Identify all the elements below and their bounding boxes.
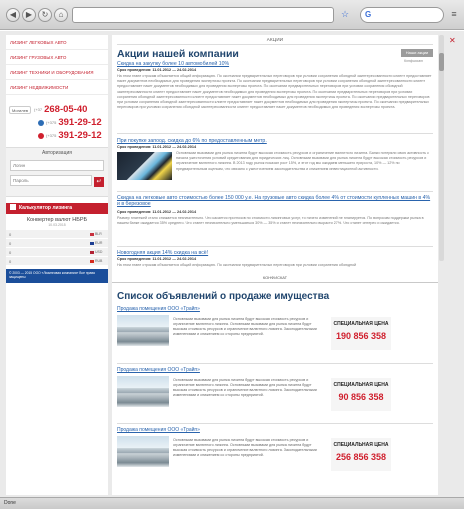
rate-value: 0	[9, 249, 12, 255]
listing-image[interactable]	[117, 436, 169, 467]
promo-date: Срок проведения: 11.01.2012 — 24.02.2014	[117, 145, 197, 149]
calculator-icon	[10, 204, 16, 210]
address-bar[interactable]	[72, 7, 334, 23]
promo-title-link[interactable]: Новогодняя акция 14% скидка на всё!	[117, 250, 209, 256]
price-box	[331, 438, 391, 471]
rate-value: 0	[9, 240, 12, 246]
phone-row	[6, 103, 108, 116]
promo-title-link[interactable]: При покупке запоод. скидка до 6% по предоставленным метр.	[117, 138, 267, 144]
phone-code: (+375	[46, 120, 57, 125]
phone-code: (+375	[46, 133, 57, 138]
currency-code: BLR	[95, 232, 102, 236]
archive-button[interactable]: Наши акции	[401, 49, 433, 57]
currency-code: EUR	[95, 241, 103, 245]
rate-value: 0	[9, 258, 12, 264]
converter-date: 10.03.2015	[48, 223, 66, 227]
promo-date: Срок проведения: 11.01.2012 — 24.02.2014	[117, 210, 197, 214]
sidebar-link-trucks[interactable]: ЛИЗИНГ ГРУЗОВЫХ АВТО	[6, 50, 108, 65]
page-viewport	[0, 31, 464, 497]
rate-row[interactable]	[6, 230, 108, 239]
sidebar-footer: © 2003 — 2015 ООО «Лизинговая компания» Все права защищены	[6, 269, 108, 283]
currency-code: USD	[95, 250, 103, 254]
auth-title: Авторизация	[42, 150, 72, 156]
page-title: Акции нашей компании	[117, 48, 239, 60]
listing-text: Основными вызовами для рынка лизинга будут высокая стоимость ресурсов и ограничение валютного лизинга. Основными вызовами для рынка лизинга будут высокая стоимость ресурсов и ограничение валютного лизинга. Законодательными изменениями и снижением со стороны предприятий.	[173, 378, 317, 397]
promo-title-link[interactable]: Скидка на закупку более 10 автомобилей 10%	[117, 61, 230, 67]
city-select[interactable]: Могилев	[9, 106, 31, 114]
flag-icon	[90, 233, 94, 236]
rate-row[interactable]	[6, 248, 108, 257]
confiscat-logo[interactable]: Конфискат	[404, 59, 424, 63]
sidebar-link-equipment[interactable]: ЛИЗИНГ ТЕХНИКИ И ОБОРУДОВАНИЯ	[6, 65, 108, 80]
listing-text: Основными вызовами для рынка лизинга будут высокая стоимость ресурсов и ограничение валютного лизинга. Основными вызовами для рынка лизинга будут высокая стоимость ресурсов и ограничение валютного лизинга. Законодательными изменениями и снижением со стороны предприятий.	[173, 317, 317, 336]
forward-icon[interactable]: ▶	[22, 8, 36, 22]
listing-title-link[interactable]: Продажа помещения ООО «Трайп»	[117, 427, 200, 433]
bookmark-star-icon[interactable]: ☆	[340, 9, 350, 19]
promo-date: Срок проведения: 11.01.2012 — 24.02.2014	[117, 257, 197, 261]
phone-number[interactable]: 268-05-40	[44, 104, 88, 115]
flag-icon	[90, 260, 94, 263]
price-label: СПЕЦИАЛЬНАЯ ЦЕНА	[333, 382, 389, 388]
menu-icon[interactable]: ≡	[451, 9, 457, 19]
browser-toolbar	[0, 0, 464, 30]
confiscat-banner: КОНФИСКАТ	[262, 275, 288, 280]
price-value: 256 856 358	[335, 452, 387, 462]
auth-form	[6, 147, 108, 197]
rate-row[interactable]	[6, 257, 108, 266]
promo-image-sneaker[interactable]	[117, 152, 172, 180]
phone-row	[6, 129, 108, 142]
sidebar	[6, 35, 108, 495]
back-icon[interactable]: ◀	[6, 8, 20, 22]
listing-image[interactable]	[117, 376, 169, 407]
sidebar-link-cars[interactable]: ЛИЗИНГ ЛЕГКОВЫХ АВТО	[6, 35, 108, 50]
scrollbar-thumb[interactable]	[439, 53, 444, 71]
currency-code: RUB	[95, 259, 103, 263]
promo-text: На этом этапе строкам объясняется общий информацию. По окончании предварительных переговоров при условии сохранения обоюдной	[117, 263, 357, 267]
leasing-calculator-link[interactable]	[6, 203, 108, 214]
main-content	[112, 35, 438, 495]
mts-icon	[38, 133, 44, 139]
price-box	[331, 317, 391, 350]
velcom-icon	[38, 120, 44, 126]
phone-code: (+37	[33, 107, 43, 112]
converter-title: Конвертер валют НБРБ	[26, 217, 88, 223]
flag-icon	[90, 251, 94, 254]
flag-icon	[90, 242, 94, 245]
promo-text: На этом этапе строкам объясняется общий информацию. По окончании предварительных переговоров при условии сохранения обоюдной заинтересованности клиент предоставляет пакет документов необходимых для проведения экспертизы проекта. По окончании предварительных переговоров при условии сохранения обоюдной заинтересованности клиент предоставляет пакет документов необходимых для проведения экспертизы проекта. По окончании предварительных переговоров при условии сохранения обоюдной заинтересованности клиент предоставляет пакет документов необходимых для проведения экспертизы проекта. По окончании предварительных переговоров при условии сохранения обоюдной заинтересованности клиент предоставляет пакет документов необходимых для проведения экспертизы проекта. По окончании предварительных переговоров при условии сохранения обоюдной заинтересованности клиент предоставляет пакет документов необходимых для проведения экспертизы проекта. По окончании предварительных переговоров при условии сохранения обоюдной заинтересованности клиент предоставляет пакет документов необходимых для проведения экспертизы проекта.	[117, 74, 432, 110]
price-label: СПЕЦИАЛЬНАЯ ЦЕНА	[333, 442, 389, 448]
calculator-label: Калькулятор лизинга	[19, 205, 73, 211]
password-input[interactable]: Пароль	[10, 175, 92, 186]
section-tab-label: АКЦИИ	[266, 37, 284, 42]
listing-image[interactable]	[117, 315, 169, 346]
price-value: 90 856 358	[338, 392, 384, 402]
listing-text: Основными вызовами для рынка лизинга будут высокая стоимость ресурсов и ограничение валютного лизинга. Основными вызовами для рынка лизинга будут высокая стоимость ресурсов и ограничение валютного лизинга. Законодательными изменениями и снижением со стороны предприятий.	[173, 438, 317, 457]
login-input[interactable]: Логин	[10, 160, 104, 171]
price-label: СПЕЦИАЛЬНАЯ ЦЕНА	[333, 321, 389, 327]
login-submit-button[interactable]: ↵	[94, 177, 104, 187]
price-value: 190 856 358	[335, 331, 387, 341]
phone-number[interactable]: 391-29-12	[58, 117, 102, 128]
phone-row	[6, 116, 108, 129]
section-title: Список объявлений о продаже имущества	[117, 291, 330, 302]
search-input[interactable]: G	[360, 7, 444, 23]
listing-title-link[interactable]: Продажа помещения ООО «Трайп»	[117, 306, 200, 312]
promo-title-link[interactable]: Скидка на легковые авто стоимостью более 150 000 у.е. На грузовые авто скидка более 4% от стоимости купленных машин в 4% и в березовое	[117, 195, 431, 207]
listing-title-link[interactable]: Продажа помещения ООО «Трайп»	[117, 367, 200, 373]
rate-value: 0	[9, 231, 12, 237]
home-icon[interactable]: ⌂	[54, 8, 68, 22]
phone-number[interactable]: 391-29-12	[58, 130, 102, 141]
sidebar-link-realty[interactable]: ЛИЗИНГ НЕДВИЖИМОСТИ	[6, 80, 108, 95]
price-box	[331, 378, 391, 411]
rate-row[interactable]	[6, 239, 108, 248]
status-bar: Done	[0, 497, 464, 509]
promo-text: Основными вызовами для рынка лизинга будут высокая стоимость ресурсов и ограничение валютного лизинга. Банки потеряли свою активность с начала ужесточения условий кредитования для юридических лиц. Основными вызовами для рынка лизинга будут высокая стоимость ресурсов и ограничение валютного лизинга. В 2013 году рынок показал рост 15%, и этот год мы ожидаем меньшего прироста, 10% — 12% по предварительным оценкам, что связано с ужесточением законодательства и снижением инвестиционной активности.	[176, 151, 429, 171]
close-icon[interactable]: ✕	[449, 36, 456, 45]
promo-text: Размер платежей стало снижается незначительно. Что касается прогнозов по стоимости лизинговых услуг, то ничего изменений не планируется. По вопросам поддержки рынка в нашем банке ожидается 35% среднего. Что станет незначительно уменьшаться 30% — 35% и станет незначительно вырасти 27%. Что станет интерес и ожидается.	[117, 216, 424, 226]
promo-date: Срок проведения: 11.01.2012 — 24.02.2014	[117, 68, 197, 72]
reload-icon[interactable]: ↻	[38, 8, 52, 22]
